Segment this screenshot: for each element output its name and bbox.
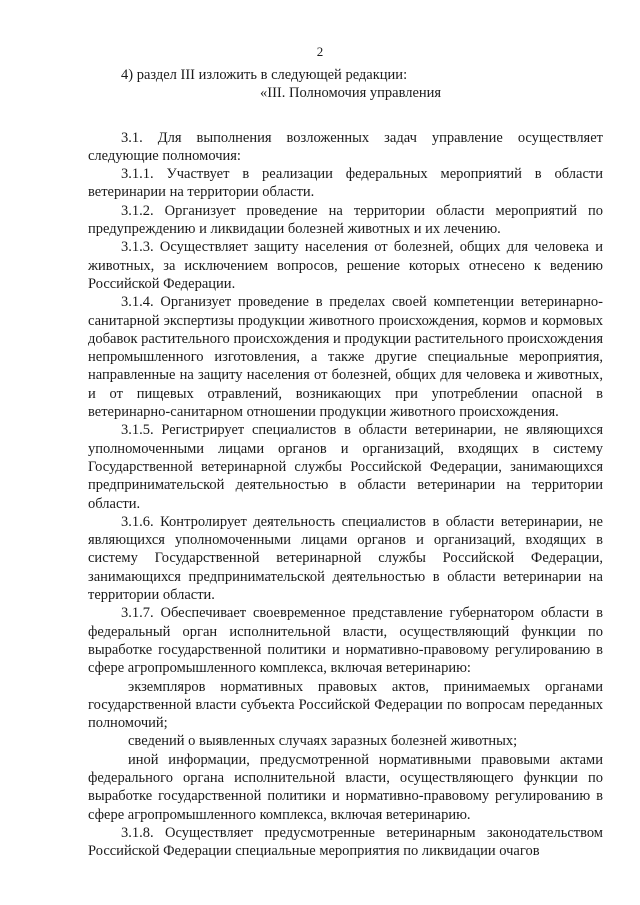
clause-3-1-7-item: экземпляров нормативных правовых актов, принимаемых органами государственной власти субъекта Российской Федерации по вопросам переданных полномочий;: [88, 678, 603, 732]
clause-3-1-4: 3.1.4. Организует проведение в пределах своей компетенции ветеринарно-санитарной экспертизы продукции животного происхождения, кормов и кормовых добавок растительного происхождения и продукции растительного происхождения непромышленного изготовления, а также другие специальные мероприятия, направленные на защиту населения от болезней, общих для человека и животных, и от пищевых отравлений, возникающих при употреблении опасной в ветеринарно-санитарном отношении продукции животного происхождения.: [88, 294, 603, 421]
clause-3-1: 3.1. Для выполнения возложенных задач управление осуществляет следующие полномочия:: [88, 129, 603, 164]
clause-3-1-8: 3.1.8. Осуществляет предусмотренные ветеринарным законодательством Российской Федерации специальные мероприятия по ликвидации очагов: [88, 824, 603, 860]
section-heading: «III. Полномочия управления: [260, 85, 442, 102]
clause-3-1-7-item: сведений о выявленных случаях заразных болезней животных;: [128, 733, 518, 750]
clause-3-1-5: 3.1.5. Регистрирует специалистов в области ветеринарии, не являющихся уполномоченными лицами органов и организаций, входящих в систему Государственной ветеринарной службы Российской Федерации, занимающихся предпринимательской деятельностью в области ветеринарии на территории области.: [88, 422, 603, 512]
clause-3-1-2: 3.1.2. Организует проведение на территории области мероприятий по предупреждению и ликвидации болезней животных и их лечению.: [88, 202, 603, 238]
clause-3-1-6: 3.1.6. Контролирует деятельность специалистов в области ветеринарии, не являющихся уполномоченными лицами органов и организаций, входящих в систему Государственной ветеринарной службы Российской Федерации, занимающихся предпринимательской деятельностью в области ветеринарии на территории области.: [88, 513, 603, 604]
document-body: [88, 66, 603, 860]
clause-3-1-7: 3.1.7. Обеспечивает своевременное представление губернатором области в федеральный орган исполнительной власти, осуществляющий функции по выработке государственной политики и нормативно-правовому регулированию в сфере агропромышленного комплекса, включая ветеринарию:: [88, 605, 603, 677]
clause-3-1-7-item: иной информации, предусмотренной нормативными правовыми актами федерального органа исполнительной власти, осуществляющего функции по выработке государственной политики и нормативно-правовому регулированию в сфере агропромышленного комплекса, включая ветеринарию.: [88, 751, 603, 823]
clause-3-1-1: 3.1.1. Участвует в реализации федеральных мероприятий в области ветеринарии на территории области.: [88, 166, 603, 201]
page-number: 2: [316, 44, 324, 59]
clause-3-1-3: 3.1.3. Осуществляет защиту населения от болезней, общих для человека и животных, за исключением вопросов, решение которых отнесено к ведению Российской Федерации.: [88, 239, 603, 292]
amendment-instruction: 4) раздел III изложить в следующей редакции:: [121, 67, 408, 83]
